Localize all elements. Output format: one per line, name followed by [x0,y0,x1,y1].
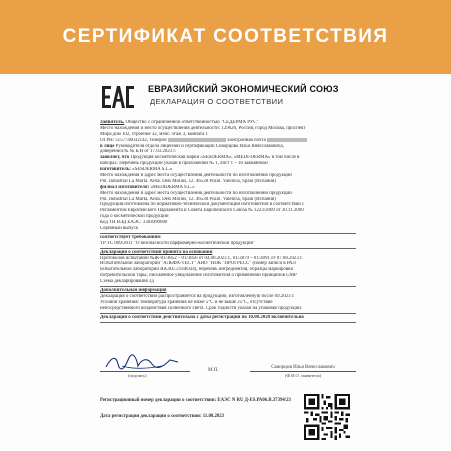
norm-line-3: года о косметической продукции [100,214,169,220]
applicant-label: Заявитель, [100,120,125,125]
norm-line-1: Продукция изготовлена по нормативно-технической документации изготовителя в соответствии с [100,202,305,208]
registration-number-label: Регистрационный номер декларации о соответствии: [100,398,217,403]
signature-underline [100,371,190,372]
head-label: в лице [100,143,115,149]
requirements-label: соответствует требованиям [100,234,161,240]
validity-label: Декларация о соответствии действительна с даты регистрации по [100,314,247,320]
extra-info-3: непосредственного воздействия солнечного света. Срок годности указан на упаковке продукции. [100,305,303,311]
declares-line-2: наборах. Перечень продукции указан в приложении № 1, лист 1 – 18 заявляемой [100,161,268,167]
divider [100,313,356,314]
union-title: ЕВРАЗИЙСКИЙ ЭКОНОМИЧЕСКИЙ СОЮЗ [148,84,339,94]
registration-number-line [100,398,310,403]
validity-line [100,315,356,321]
basis-line-3: испытательной лаборатории RA.RU.21ПЮ34), перечень ингредиентов, образцы маркировки [100,267,294,273]
declares-value: Продукция косметическая марки «SESDERMA», «MEDI-DERMA» в том числе в [130,155,300,161]
power-of-attorney: доверенность № Б/Н от 17.03.2023 г. [100,149,177,155]
name-caption: (Ф.И.О. заявителя) [284,373,322,378]
qr-code-icon [304,394,350,440]
declaration-body [100,120,356,324]
maker-value: «SESDERMA S.L.» [132,167,173,173]
extra-info-label: Дополнительная информация [100,288,167,294]
norm-line-2: Регламентом Европейского Парламента и Совета Европейского Союза № 1223/2009 от 30.11.2009 [100,208,304,214]
basis-line-5: Схема декларирования 3д [100,279,154,285]
tnved-code: Код ТН ВЭД ЕАЭС: 3304990000 [100,220,168,226]
banner-title: СЕРТИФИКАТ СООТВЕТСТВИЯ [62,26,389,47]
branch-address-1: Место нахождения и адрес места осуществления деятельности по изготовлению продукции [100,190,292,196]
divider [100,233,356,234]
registration-date-label: Дата регистрации декларации о соответствии: [100,414,202,419]
extra-info-1: Декларация о соответствии распространяется на продукцию, изготовленную после 09.2023 г. [100,293,295,299]
signature-caption: (подпись) [128,373,147,378]
basis-label: Декларация о соответствии принята на основании [100,249,213,255]
branch-address-2: Pol. Industrial La Murta. Avda. Dels Molins, 12. 46530 Puzol. Valencia, Spain (Испания) [100,196,276,202]
applicant-address-1: Место нахождения и место осуществления деятельности: 129626, Россия, город Москва, проспект [100,125,306,131]
declaration-title: ДЕКЛАРАЦИЯ О СООТВЕТСТВИИ [150,97,284,106]
extra-info-2: Условия хранения: температура хранения не ниже 5°С и не выше 25°С, отсутствие [100,299,273,305]
redacted-email [267,138,307,142]
eac-mark-icon [101,84,135,110]
maker-address-2: Pol. Industrial La Murta. Avda. Dels Molins, 12. 46530 Puzol. Valencia, Spain (Испания) [100,178,276,184]
maker-label: изготовитель: [100,167,131,173]
divider [100,248,356,249]
maker-address-1: Место нахождения и адрес места осуществления деятельности по изготовлению продукции [100,173,292,179]
redacted-phone [168,138,226,142]
branch-value: «MEDIDERMA S.L.» [150,184,195,190]
name-underline [250,371,356,372]
signature-scribble-icon [102,354,182,372]
signatory-name: Скворцов Илья Вячеславович [271,365,335,370]
email-label: электронная почта [227,137,266,143]
ogrn-value: ОГРН: 5157746032142, телефон [100,137,167,143]
signature-row [100,354,356,382]
head-value: Руководителя отдела лицензии и сертификации Скворцова Ильи Вячеславовича, [115,143,284,149]
applicant-value: Общество с ограниченной ответственностью "СЕДЕРМА РУС" [125,120,259,125]
basis-line-2: Испытательной лаборатории "АЛЬФА-ТЕСТ" АНО "НПК "ПРОГРЕСС" (номер записи в РАЛ [100,261,296,267]
registration-number: ЕАЭС N RU Д-ES.РА06.В.37394/23 [217,398,291,403]
registration-date-line [100,414,310,419]
branch-label: филиал изготовителя: [100,184,150,190]
divider [100,322,356,323]
registration-date: 11.08.2023 [202,414,225,419]
applicant-address-2: Мира дом 102, строение 32, мэнс. этаж 3, комната 1 [100,131,208,137]
stamp-mark: М.П. [208,368,219,373]
basis-line-4: потребительской тары, письменное уведомление изготовителя о применении принципов GMP [100,273,297,279]
validity-date: 10.08.2028 включительно [248,314,304,320]
eac-logo [100,82,136,112]
basis-line-1: Протоколов испытаний №Ж-01/3852 – 01/3856 от 04.08.2023 г., 01/3879 – 01/3891 от 07.08.2023 г. [100,255,303,261]
divider [100,286,356,287]
requirements-value: ТР ТС 009/2011 "О безопасности парфюмерно-косметической продукции" [100,240,256,246]
declares-label: заявляет, что [100,155,130,161]
serial-release: Серийный выпуск [100,226,139,232]
